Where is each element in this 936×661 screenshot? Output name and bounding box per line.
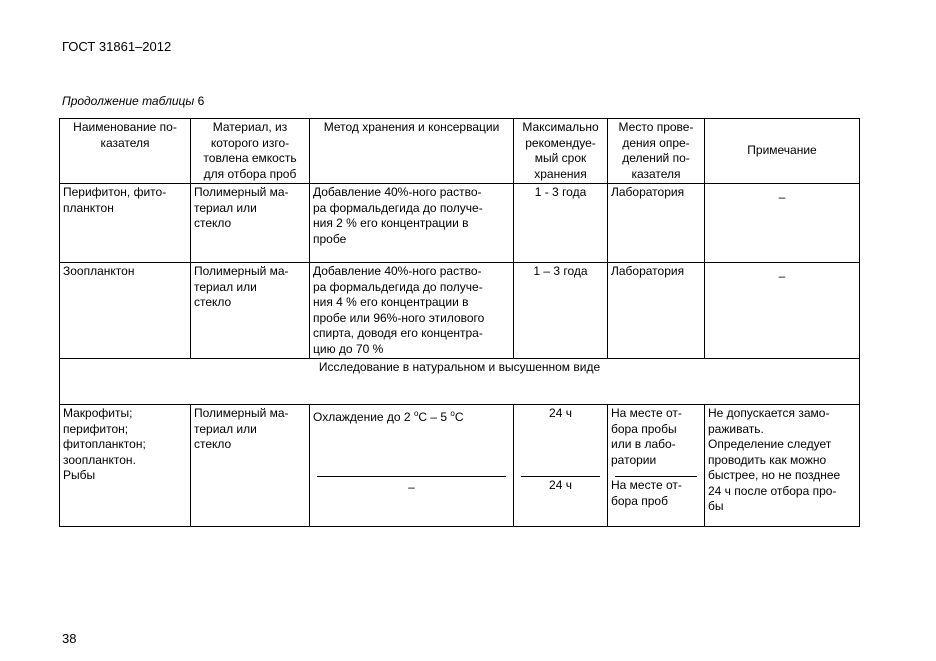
table-row [60, 184, 860, 263]
col-header-material: Материал, из которого изго- товлена емкость для отбора проб [191, 119, 310, 184]
cell-method: Добавление 40%-ного раство- ра формальдегида до получе- ния 4 % его концентрации в пробе или 96%-ного этилового спирта, доводя его концентра- цию до 70 % [310, 263, 514, 359]
method-cooling: Охлаждение до 2 $^o$С – 5 $^o$С [313, 409, 464, 424]
cell-material: Полимерный ма- териал или стекло [191, 405, 310, 527]
degree-sign: o [413, 409, 419, 418]
section-row [60, 359, 860, 405]
period-bottom: 24 ч [549, 478, 572, 492]
cell-indicator: Зоопланктон [60, 263, 191, 359]
document-header: ГОСТ 31861–2012 [62, 39, 172, 54]
col-header-period: Максимально рекомендуе- мый срок хранения [514, 119, 608, 184]
col-header-method: Метод хранения и консервации [310, 119, 514, 184]
col-header-note: Примечание [705, 119, 860, 184]
cell-method: Добавление 40%-ного раство- ра формальдегида до получе- ния 2 % его концентрации в пробе [310, 184, 514, 263]
table-row [60, 405, 860, 527]
cell-place: Лаборатория [608, 184, 705, 263]
cell-divider [317, 476, 506, 477]
place-top: На месте от- бора пробы или в лабо- ратории [611, 406, 682, 467]
col-header-place: Место прове- дения опре- делений по- казателя [608, 119, 705, 184]
cell-divider [521, 476, 600, 477]
caption-number: 6 [197, 94, 205, 108]
cell-place: Лаборатория [608, 263, 705, 359]
place-bottom: На месте от- бора проб [611, 478, 682, 508]
table-header-row [60, 119, 860, 184]
cell-material: Полимерный ма- териал или стекло [191, 184, 310, 263]
table-row [60, 263, 860, 359]
cell-note: – [705, 184, 860, 263]
cell-note: – [705, 263, 860, 359]
cell-indicator: Макрофиты; перифитон; фитопланктон; зоопланктон. Рыбы [60, 405, 191, 527]
col-header-indicator: Наименование по- казателя [60, 119, 191, 184]
cell-period: 1 – 3 года [514, 263, 608, 359]
degree-sign: o [450, 409, 455, 418]
period-top: 24 ч [549, 406, 572, 420]
section-title: Исследование в натуральном и высушенном виде [60, 359, 860, 405]
cell-indicator: Перифитон, фито- планктон [60, 184, 191, 263]
cell-material: Полимерный ма- териал или стекло [191, 263, 310, 359]
cell-place [608, 405, 705, 527]
method-dash: – [408, 480, 415, 494]
cell-period [514, 405, 608, 527]
cell-note: Не допускается замо- раживать. Определение следует проводить как можно быстрее, но не позднее 24 ч после отбора про- бы [705, 405, 860, 527]
cell-divider [615, 476, 697, 477]
caption-text: Продолжение таблицы [62, 94, 195, 108]
table-caption [62, 94, 204, 108]
cell-method [310, 405, 514, 527]
storage-table [59, 118, 860, 527]
page-number: 38 [62, 631, 77, 646]
cell-period: 1 - 3 года [514, 184, 608, 263]
